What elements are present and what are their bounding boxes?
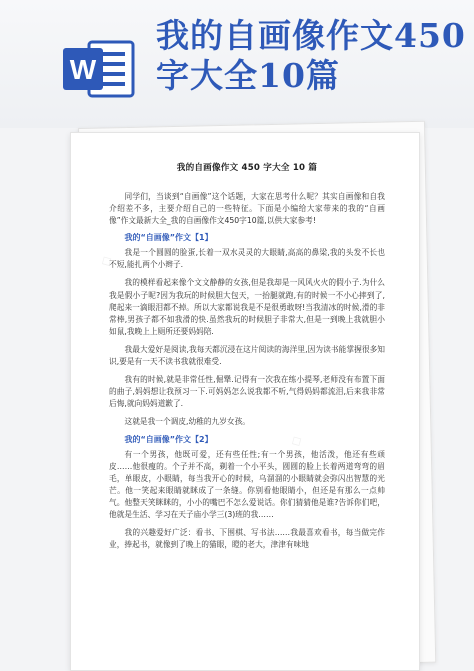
paragraph: 我的兴趣爱好广泛：看书、下围棋、写书法……我最喜欢看书，每当做完作业，捧起书，就像到了晚上的猫眼，瞪的老大，津津有味地 <box>109 528 385 550</box>
page-title: 我的自画像作文450字大全10篇 <box>156 16 466 95</box>
paragraph: 我是一个圆圆的脸蛋,长着一双水灵灵的大眼睛,高高的鼻梁,我的头发不长也不短,能扎两个小辫子. <box>109 248 385 270</box>
svg-text:W: W <box>69 54 97 85</box>
section-heading: 我的“自画像”作文【2】 <box>124 434 213 444</box>
paragraph: 我的模样看起来像个文文静静的女孩,但是我却是一风风火火的假小子.为什么我是假小子呢?因为我玩的时候胆大包天，一抬腿就跑,有的时候一不小心摔到了,爬起来一滴眼泪都不掉。所以大家都说我是不是很勇敢呀!当我清冰的时候,滑的非常棒,男孩子都不如我滑的快.虽然我玩的时候胆子非常大,但是一到晚上我就胆小如鼠,我晚上上厕所还要妈妈陪. <box>109 278 385 336</box>
paragraph: 有一个男孩，他既可爱，还有些任性;有一个男孩，他活泼，他还有些顽皮……他很瘦的。个子并不高，剃着一个小平头，圆圆的脸上长着两道弯弯的眉毛，单眼皮，小眼睛，每当我开心的时候，乌溜溜的小眼睛就会弥闪出智慧的光芒。他一笑起来眼睛就眯成了一条缝。你别看他眼睛小，但还是有那么一点帅气。他整天笑眯眯的，小小的嘴巴不怎么爱说话。你们猜猜他是谁?告诉你们吧，他就是生活、学习在天子庙小学三(3)班的我…… <box>109 449 385 519</box>
word-document-icon <box>63 38 135 100</box>
document-title: 我的自画像作文 450 字大全 10 篇 <box>176 163 318 173</box>
header-banner <box>0 0 474 128</box>
paragraph: 我最大爱好是阅读,我每天都沉浸在这片阅读的海洋里,因为读书能掌握很多知识,要是有一天不读书我就很难受. <box>109 344 385 367</box>
intro-paragraph: 同学们，当谈到“自画像”这个话题，大家在思考什么呢？其实自画像和自我介绍差不多，主要介绍自己的一些特征。下面是小编给大家带来的我的“自画像”作文最新大全_我的自画像作文450字10篇,以供大家参考! <box>109 192 385 226</box>
document-page <box>70 132 420 671</box>
watermark-mark: ◇ <box>97 251 116 271</box>
watermark-mark: ◇ <box>287 431 306 451</box>
section-heading: 我的“自画像”作文【1】 <box>124 233 213 243</box>
document-body <box>109 161 385 551</box>
paragraph: 这就是我一个调皮,幼稚的九岁女孩。 <box>124 417 250 427</box>
paragraph: 我有的时候,就是非常任性,倔犟.记得有一次我在练小提琴,老师没有布置下面的曲子,妈妈想让我预习一下.可妈妈怎么说我都不听,气得妈妈都流泪,后来我非常后悔,就向妈妈道歉了. <box>109 375 385 409</box>
